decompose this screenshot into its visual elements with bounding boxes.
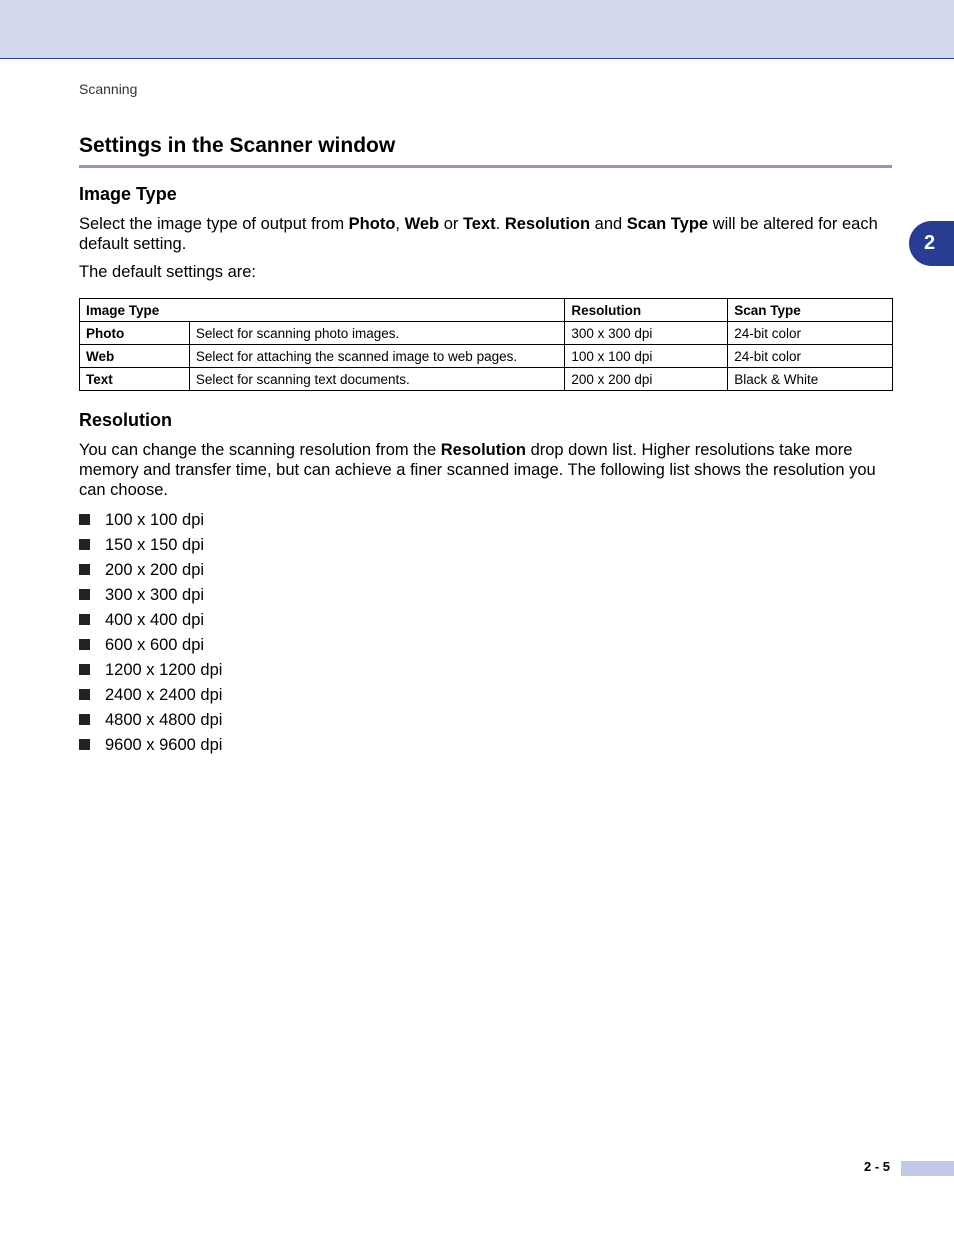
list-item-label: 1200 x 1200 dpi bbox=[105, 660, 223, 679]
list-item-label: 600 x 600 dpi bbox=[105, 635, 205, 654]
cell-type: Photo bbox=[80, 322, 190, 345]
default-settings-table bbox=[79, 298, 893, 391]
table-row bbox=[80, 368, 893, 391]
intro-text: or bbox=[439, 215, 463, 233]
list-item bbox=[79, 682, 222, 707]
square-bullet-icon bbox=[79, 539, 90, 550]
list-item bbox=[79, 582, 222, 607]
list-item bbox=[79, 557, 222, 582]
resolution-intro bbox=[79, 440, 892, 500]
list-item-label: 2400 x 2400 dpi bbox=[105, 685, 223, 704]
chapter-tab bbox=[909, 221, 954, 266]
cell-resolution: 200 x 200 dpi bbox=[565, 368, 728, 391]
list-item bbox=[79, 507, 222, 532]
intro-bold-resolution: Resolution bbox=[504, 215, 591, 233]
square-bullet-icon bbox=[79, 564, 90, 575]
square-bullet-icon bbox=[79, 714, 90, 725]
cell-resolution: 100 x 100 dpi bbox=[565, 345, 728, 368]
cell-scan-type: 24-bit color bbox=[728, 345, 893, 368]
list-item-label: 100 x 100 dpi bbox=[105, 510, 205, 529]
intro-text: will be altered for each default setting. bbox=[79, 215, 878, 253]
chapter-number: 2 bbox=[924, 232, 936, 254]
table-row bbox=[80, 345, 893, 368]
square-bullet-icon bbox=[79, 689, 90, 700]
square-bullet-icon bbox=[79, 514, 90, 525]
intro-bold-photo: Photo bbox=[348, 215, 396, 233]
col-header-resolution: Resolution bbox=[565, 299, 728, 322]
cell-resolution: 300 x 300 dpi bbox=[565, 322, 728, 345]
page-title: Settings in the Scanner window bbox=[79, 134, 396, 157]
image-type-intro bbox=[79, 214, 892, 254]
cell-desc: Select for scanning photo images. bbox=[189, 322, 564, 345]
table-header-row bbox=[80, 299, 893, 322]
square-bullet-icon bbox=[79, 664, 90, 675]
intro-text: Select the image type of output from bbox=[79, 215, 349, 233]
intro-text: , bbox=[395, 215, 405, 233]
intro-bold-web: Web bbox=[404, 215, 440, 233]
cell-scan-type: Black & White bbox=[728, 368, 893, 391]
image-type-heading: Image Type bbox=[79, 184, 177, 204]
list-item bbox=[79, 657, 222, 682]
col-header-image-type: Image Type bbox=[80, 299, 565, 322]
cell-scan-type: 24-bit color bbox=[728, 322, 893, 345]
square-bullet-icon bbox=[79, 614, 90, 625]
intro-text: . bbox=[495, 215, 505, 233]
defaults-label: The default settings are: bbox=[79, 263, 257, 281]
intro-bold-scan-type: Scan Type bbox=[626, 215, 709, 233]
list-item bbox=[79, 607, 222, 632]
square-bullet-icon bbox=[79, 739, 90, 750]
list-item-label: 300 x 300 dpi bbox=[105, 585, 205, 604]
intro-text: and bbox=[590, 215, 627, 233]
header-band bbox=[0, 0, 954, 59]
cell-desc: Select for scanning text documents. bbox=[189, 368, 564, 391]
resolution-list bbox=[79, 507, 222, 757]
list-item-label: 4800 x 4800 dpi bbox=[105, 710, 223, 729]
resolution-heading: Resolution bbox=[79, 410, 172, 430]
list-item bbox=[79, 707, 222, 732]
list-item-label: 9600 x 9600 dpi bbox=[105, 735, 223, 754]
square-bullet-icon bbox=[79, 639, 90, 650]
list-item bbox=[79, 632, 222, 657]
title-underline bbox=[79, 165, 892, 168]
square-bullet-icon bbox=[79, 589, 90, 600]
breadcrumb: Scanning bbox=[79, 81, 138, 97]
list-item bbox=[79, 532, 222, 557]
list-item-label: 400 x 400 dpi bbox=[105, 610, 205, 629]
cell-desc: Select for attaching the scanned image to web pages. bbox=[189, 345, 564, 368]
list-item-label: 200 x 200 dpi bbox=[105, 560, 205, 579]
footer-bar bbox=[901, 1161, 954, 1176]
page-number: 2 - 5 bbox=[864, 1159, 891, 1174]
intro-text: drop down list. Higher resolutions take more memory and transfer time, but can achieve a finer scanned image. The following list shows the resolution you can choose. bbox=[79, 441, 876, 499]
table-row bbox=[80, 322, 893, 345]
col-header-scan-type: Scan Type bbox=[728, 299, 893, 322]
list-item-label: 150 x 150 dpi bbox=[105, 535, 205, 554]
cell-type: Web bbox=[80, 345, 190, 368]
cell-type: Text bbox=[80, 368, 190, 391]
intro-bold-text: Text bbox=[462, 215, 496, 233]
intro-bold-resolution: Resolution bbox=[440, 441, 526, 459]
intro-text: You can change the scanning resolution from the bbox=[79, 441, 441, 459]
list-item bbox=[79, 732, 222, 757]
